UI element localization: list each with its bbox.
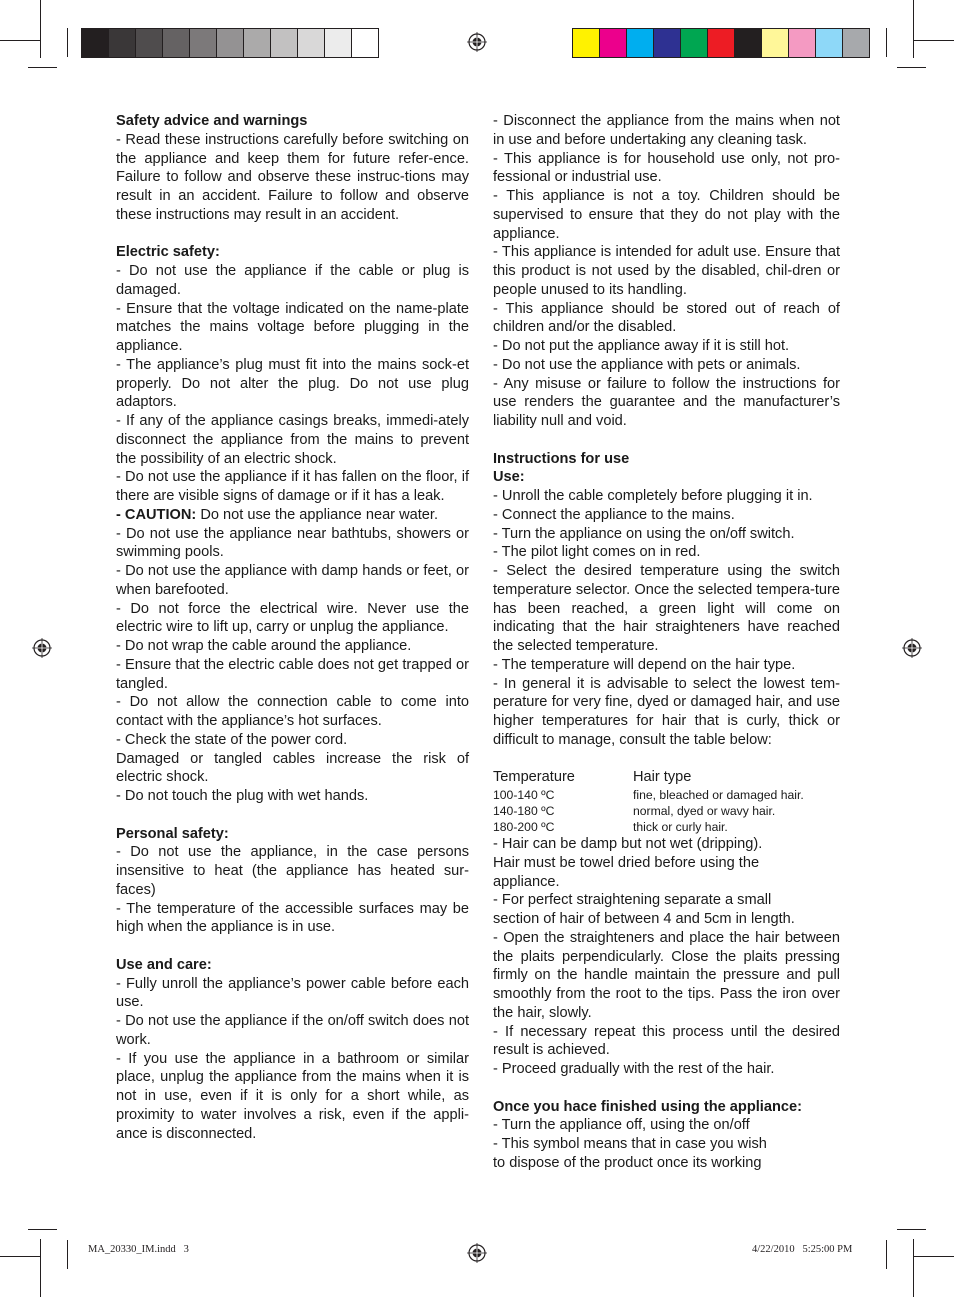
crop-mark xyxy=(913,1239,914,1297)
crop-mark xyxy=(67,28,68,57)
table-cell-hair-type: normal, dyed or wavy hair. xyxy=(633,804,776,818)
hair-item: - For perfect straightening separate a small section of hair of between 4 and 5cm in length. xyxy=(493,892,795,927)
color-swatch xyxy=(217,29,244,57)
electric-item: - Do not use the appliance if it has fallen on the floor, if there are visible signs of damage or if it has a leak. xyxy=(116,469,469,504)
slug-file-name: MA_20330_IM.indd 3 xyxy=(88,1244,189,1255)
table-header-temperature: Temperature xyxy=(493,769,575,786)
color-swatch xyxy=(627,29,654,57)
use-subheading: Use: xyxy=(493,469,525,486)
safety-intro: - Read these instructions carefully before switching on the appliance and keep them for future refer-ence. Failure to follow and observe these instruc-tions may result in an accident. Failure to follow and observe these instructions may result in an accident. xyxy=(116,131,469,223)
electric-item: - Ensure that the voltage indicated on the name-plate matches the mains voltage before plugging in the appliance. xyxy=(116,300,469,354)
crop-mark xyxy=(0,1256,40,1257)
crop-mark xyxy=(914,1256,954,1257)
color-swatch xyxy=(708,29,735,57)
registration-mark-icon xyxy=(467,32,487,52)
warning-item: - Any misuse or failure to follow the instructions for use renders the guarantee and the manufacturer’s liability null and void. xyxy=(493,375,840,429)
color-swatch xyxy=(298,29,325,57)
warning-item: - This appliance is not a toy. Children should be supervised to ensure that they do not play with the appliance. xyxy=(493,188,840,242)
hair-item: - Proceed gradually with the rest of the hair. xyxy=(493,1061,775,1077)
color-swatch xyxy=(816,29,843,57)
color-swatch xyxy=(654,29,681,57)
electric-item: - Check the state of the power cord. xyxy=(116,731,348,748)
warning-item: - Disconnect the appliance from the mains when not in use and before undertaking any cleaning task. xyxy=(493,113,840,148)
use-item: - Unroll the cable completely before plugging it in. xyxy=(493,488,813,504)
electric-item: - Do not touch the plug with wet hands. xyxy=(116,788,369,804)
use-item: - Turn the appliance on using the on/off switch. xyxy=(493,525,795,542)
color-swatch xyxy=(109,29,136,57)
table-cell-hair-type: fine, bleached or damaged hair. xyxy=(633,788,804,802)
electric-item: - If any of the appliance casings breaks, immedi-ately disconnect the appliance from the mains to prevent the possibility of an electric shock. xyxy=(116,413,469,467)
personal-safety-heading: Personal safety: xyxy=(116,825,229,842)
registration-mark-icon xyxy=(902,638,922,658)
electric-safety-heading: Electric safety: xyxy=(116,244,220,261)
electric-item: - Do not use the appliance if the cable or plug is damaged. xyxy=(116,263,469,298)
use-item: - The temperature will depend on the hair type. xyxy=(493,656,796,673)
color-swatch xyxy=(762,29,789,57)
crop-mark xyxy=(0,40,40,41)
warning-item: - Do not put the appliance away if it is still hot. xyxy=(493,338,790,354)
table-cell-temperature: 100-140 ºC xyxy=(493,788,555,802)
color-swatch xyxy=(573,29,600,57)
crop-mark xyxy=(67,1240,68,1269)
table-header-row xyxy=(493,768,804,787)
color-swatch xyxy=(136,29,163,57)
use-care-item: - Fully unroll the appliance’s power cable before each use. xyxy=(116,975,469,1011)
crop-mark xyxy=(886,28,887,57)
use-item: - The pilot light comes on in red. xyxy=(493,544,701,561)
slug-datetime: 4/22/2010 5:25:00 PM xyxy=(752,1244,853,1255)
temperature-table xyxy=(493,768,804,835)
crop-mark xyxy=(897,67,926,68)
warning-item: - This appliance should be stored out of reach of children and/or the disabled. xyxy=(493,300,840,336)
crop-mark xyxy=(28,67,57,68)
color-swatch xyxy=(82,29,109,57)
color-calibration-bar xyxy=(572,28,870,58)
left-column xyxy=(116,112,469,1143)
table-header-hair-type: Hair type xyxy=(633,769,692,786)
crop-mark xyxy=(28,1229,57,1230)
color-swatch xyxy=(600,29,627,57)
caution-text: Do not use the appliance near water. xyxy=(196,506,439,523)
crop-mark xyxy=(897,1229,926,1230)
crop-mark xyxy=(886,1240,887,1269)
use-care-heading: Use and care: xyxy=(116,956,212,973)
hair-item: - Open the straighteners and place the hair between the plaits perpendicularly. Close the plaits pressing firmly on the handle maintain the pressure and pull smoothly from the root to the tips. Pass the iron over the hair, slowly. xyxy=(493,929,840,1021)
finished-item: - This symbol means that in case you wish xyxy=(493,1136,767,1152)
electric-item: - Do not allow the connection cable to come into contact with the appliance’s hot surfaces. xyxy=(116,694,469,729)
color-swatch xyxy=(681,29,708,57)
grayscale-calibration-bar xyxy=(81,28,379,58)
registration-mark-icon xyxy=(467,1243,487,1263)
use-item: - In general it is advisable to select the lowest tem-perature for very fine, dyed or damaged hair, and use higher temperatures for hair that is curly, thick or difficult to manage, consult the table below: xyxy=(493,675,840,748)
electric-item: - Ensure that the electric cable does not get trapped or tangled. xyxy=(116,656,469,692)
crop-mark xyxy=(914,40,954,41)
crop-mark xyxy=(913,0,914,58)
color-swatch xyxy=(352,29,378,57)
use-care-item: - If you use the appliance in a bathroom or similar place, unplug the appliance from the mains when it is not in use, even if it is only for a short while, as proximity to water involves a risk, even if the appli-ance is disconnected. xyxy=(116,1050,469,1142)
color-swatch xyxy=(271,29,298,57)
warning-item: - Do not use the appliance with pets or animals. xyxy=(493,356,801,373)
use-item: - Select the desired temperature using the switch temperature selector. Once the selected tempera-ture has been reached, a green light will come on indicating that the hair straighteners have reached the selected temperature. xyxy=(493,563,840,654)
hair-item: - If necessary repeat this process until the desired result is achieved. xyxy=(493,1023,840,1059)
electric-item: - The appliance’s plug must fit into the mains sock-et properly. Do not alter the plug. Do not use plug adaptors. xyxy=(116,356,469,411)
instructions-heading: Instructions for use xyxy=(493,450,630,467)
electric-item: Damaged or tangled cables increase the risk of electric shock. xyxy=(116,750,469,786)
color-swatch xyxy=(244,29,271,57)
table-cell-temperature: 140-180 ºC xyxy=(493,804,555,818)
personal-item: - The temperature of the accessible surfaces may be high when the appliance is in use. xyxy=(116,900,469,936)
crop-mark xyxy=(40,0,41,58)
use-item: - Connect the appliance to the mains. xyxy=(493,506,735,523)
color-swatch xyxy=(735,29,762,57)
electric-item: - Do not wrap the cable around the appliance. xyxy=(116,638,412,654)
finished-item: to dispose of the product once its working xyxy=(493,1154,762,1171)
color-swatch xyxy=(843,29,869,57)
safety-heading: Safety advice and warnings xyxy=(116,113,308,129)
finished-heading: Once you hace finished using the appliance: xyxy=(493,1098,802,1115)
right-column xyxy=(493,112,840,1173)
table-row xyxy=(493,787,804,803)
electric-item: - Do not force the electrical wire. Never use the electric wire to lift up, carry or unplug the appliance. xyxy=(116,600,469,636)
table-cell-hair-type: thick or curly hair. xyxy=(633,820,728,834)
hair-item: Hair must be towel dried before using the appliance. xyxy=(493,854,760,890)
table-row xyxy=(493,803,804,819)
table-cell-temperature: 180-200 ºC xyxy=(493,820,555,834)
warning-item: - This appliance is for household use only, not pro-fessional or industrial use. xyxy=(493,150,840,186)
hair-item: - Hair can be damp but not wet (dripping). xyxy=(493,836,763,852)
electric-item: - Do not use the appliance near bathtubs, showers or swimming pools. xyxy=(116,525,469,561)
color-swatch xyxy=(325,29,352,57)
color-swatch xyxy=(163,29,190,57)
caution-label: - CAUTION: xyxy=(116,506,197,523)
crop-mark xyxy=(40,1239,41,1297)
personal-item: - Do not use the appliance, in the case persons insensitive to heat (the appliance has heated sur-faces) xyxy=(116,844,469,898)
color-swatch xyxy=(190,29,217,57)
color-swatch xyxy=(789,29,816,57)
caution-item xyxy=(116,506,469,525)
table-row xyxy=(493,819,804,835)
warning-item: - This appliance is intended for adult use. Ensure that this product is not used by the disabled, chil-dren or people unused to its handling. xyxy=(493,244,840,298)
registration-mark-icon xyxy=(32,638,52,658)
finished-item: - Turn the appliance off, using the on/off xyxy=(493,1117,750,1134)
use-care-item: - Do not use the appliance if the on/off switch does not work. xyxy=(116,1013,469,1048)
electric-item: - Do not use the appliance with damp hands or feet, or when barefooted. xyxy=(116,563,469,598)
